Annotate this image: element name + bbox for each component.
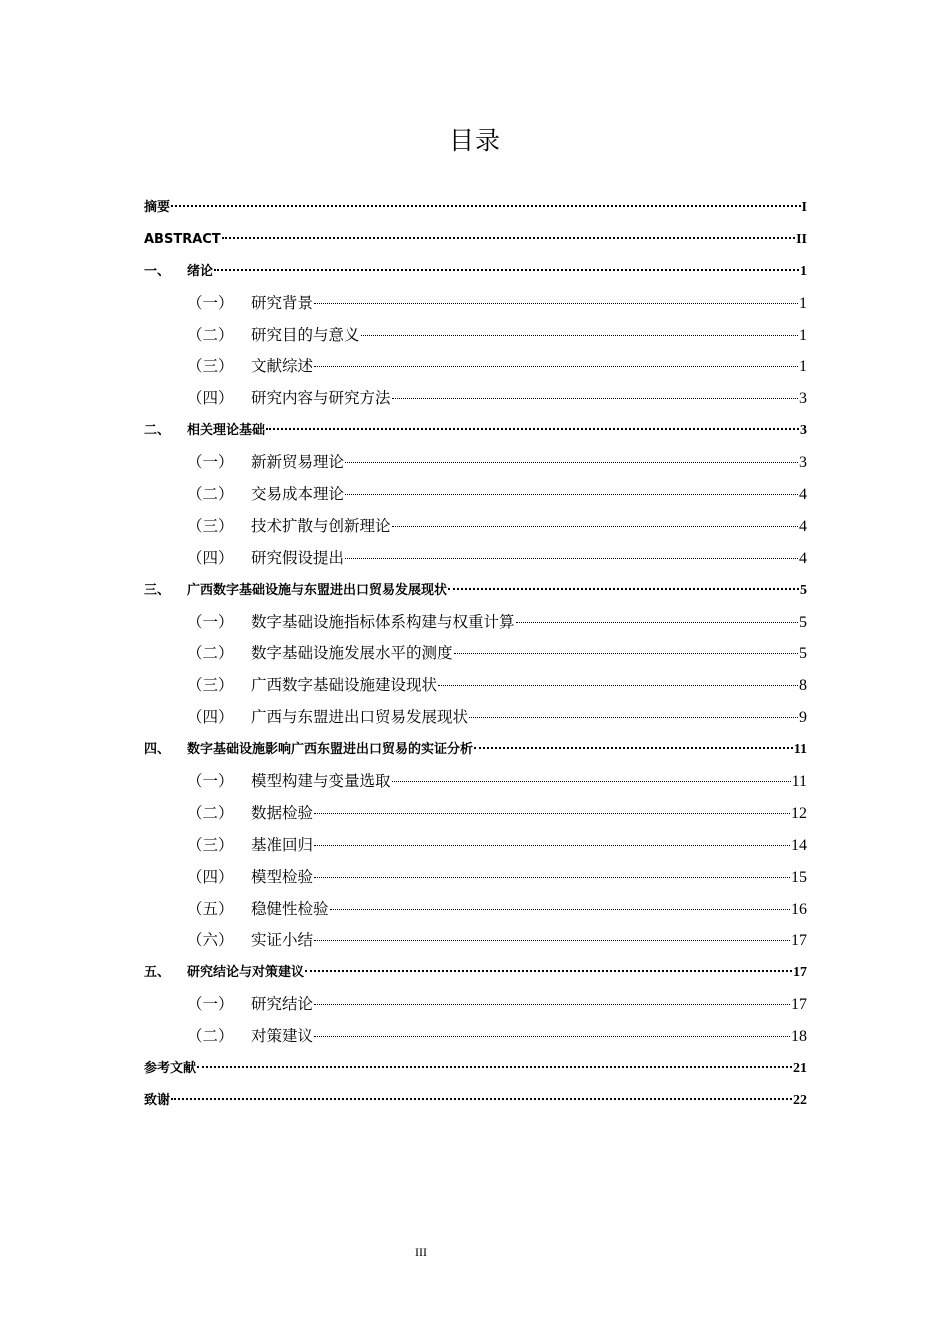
toc-entry-label: 对策建议 [251,1027,314,1046]
toc-entry-number: （四） [187,389,234,408]
toc-entry-section[interactable] [144,798,807,830]
toc-entry-label: 绪论 [187,263,214,279]
toc-dot-leader [516,622,798,623]
toc-entry-label: 数据检验 [251,803,314,822]
toc-entry-label: 实证小结 [251,931,314,950]
toc-entry-chapter[interactable] [144,1085,807,1117]
toc-entry-section[interactable] [144,862,807,894]
toc-entry-page: 1 [799,358,807,376]
toc-entry-label: 技术扩散与创新理论 [251,516,391,535]
toc-entry-number: （二） [187,485,234,504]
toc-entry-number: （一） [187,772,234,791]
toc-entry-page: I [801,200,807,215]
toc-dot-leader [448,588,799,590]
toc-dot-leader [345,462,798,463]
toc-entry-label: 广西数字基础设施与东盟进出口贸易发展现状 [187,582,448,598]
toc-entry-chapter[interactable] [144,224,807,256]
toc-entry-chapter[interactable] [144,957,807,989]
toc-entry-section[interactable] [144,894,807,926]
toc-entry-label: 基准回归 [251,835,314,854]
toc-entry-label: 文献综述 [251,357,314,376]
toc-entry-number: （五） [187,899,234,918]
toc-entry-number: （三） [187,357,234,376]
page-number: III [415,1245,427,1259]
toc-entry-number: （一） [187,453,234,472]
toc-entry-section[interactable] [144,925,807,957]
toc-entry-page: 14 [791,836,807,854]
page-title: 目录 [448,126,501,155]
toc-entry-label: 研究假设提出 [251,548,345,567]
toc-dot-leader [469,717,798,718]
toc-entry-label: 交易成本理论 [251,485,345,504]
toc-entry-number: 二、 [144,423,171,439]
toc-entry-number: （一） [187,293,234,312]
toc-entry-section[interactable] [144,320,807,352]
toc-entry-page: 5 [800,582,807,598]
table-of-contents [144,192,807,1117]
toc-dot-leader [266,428,799,430]
toc-entry-section[interactable] [144,543,807,575]
toc-dot-leader [345,558,798,559]
toc-entry-number: （六） [187,931,234,950]
toc-entry-label: 摘要 [144,200,171,215]
toc-entry-page: 3 [799,454,807,472]
toc-dot-leader [171,205,801,207]
toc-entry-section[interactable] [144,638,807,670]
toc-entry-section[interactable] [144,383,807,415]
toc-entry-page: 1 [799,326,807,344]
toc-dot-leader [214,269,799,271]
toc-entry-label: 模型检验 [251,867,314,886]
toc-entry-number: （二） [187,325,234,344]
toc-entry-page: 3 [799,390,807,408]
toc-entry-label: 研究背景 [251,293,314,312]
toc-entry-page: 3 [800,423,807,439]
toc-entry-section[interactable] [144,702,807,734]
toc-dot-leader [305,970,792,972]
toc-entry-number: （四） [187,548,234,567]
toc-entry-label: 研究结论 [251,995,314,1014]
toc-dot-leader [171,1098,792,1100]
toc-entry-section[interactable] [144,479,807,511]
toc-entry-number: （三） [187,676,234,695]
toc-entry-chapter[interactable] [144,575,807,607]
toc-entry-page: 17 [791,932,807,950]
toc-dot-leader [330,909,790,910]
toc-entry-page: 17 [793,965,807,981]
toc-entry-label: 研究结论与对策建议 [187,965,305,981]
toc-entry-section[interactable] [144,830,807,862]
toc-entry-page: 11 [793,742,807,758]
toc-dot-leader [454,653,798,654]
toc-dot-leader [392,526,798,527]
toc-dot-leader [314,813,790,814]
toc-entry-section[interactable] [144,766,807,798]
toc-entry-label: 新新贸易理论 [251,453,345,472]
toc-entry-label: 参考文献 [144,1061,197,1077]
toc-entry-label: ABSTRACT [144,231,221,247]
toc-entry-number: （二） [187,803,234,822]
toc-entry-number: 五、 [144,965,171,981]
toc-entry-page: II [796,231,807,247]
toc-entry-page: 4 [799,549,807,567]
toc-entry-number: 一、 [144,263,171,279]
toc-entry-number: （四） [187,867,234,886]
toc-entry-label: 稳健性检验 [251,899,329,918]
toc-entry-number: （三） [187,516,234,535]
toc-dot-leader [314,1004,790,1005]
toc-dot-leader [314,1036,790,1037]
toc-entry-chapter[interactable] [144,1053,807,1085]
toc-entry-label: 研究目的与意义 [251,325,360,344]
toc-entry-page: 15 [791,868,807,886]
toc-entry-chapter[interactable] [144,734,807,766]
toc-entry-section[interactable] [144,447,807,479]
toc-entry-page: 11 [791,773,807,791]
toc-dot-leader [474,747,793,749]
toc-dot-leader [314,940,790,941]
toc-dot-leader [197,1066,792,1068]
toc-entry-section[interactable] [144,288,807,320]
toc-dot-leader [314,366,798,367]
toc-entry-number: （一） [187,612,234,631]
toc-entry-section[interactable] [144,351,807,383]
toc-entry-number: （四） [187,708,234,727]
toc-dot-leader [314,303,798,304]
toc-entry-label: 相关理论基础 [187,423,266,439]
toc-entry-section[interactable] [144,1021,807,1053]
toc-entry-number: （一） [187,995,234,1014]
toc-entry-page: 4 [799,517,807,535]
toc-dot-leader [438,685,798,686]
toc-entry-number: 四、 [144,742,171,758]
toc-entry-page: 8 [799,677,807,695]
toc-entry-label: 模型构建与变量选取 [251,772,391,791]
toc-entry-chapter[interactable] [144,256,807,288]
toc-entry-page: 16 [791,900,807,918]
toc-entry-chapter[interactable] [144,415,807,447]
toc-entry-page: 9 [799,709,807,727]
toc-entry-page: 21 [793,1061,807,1077]
toc-entry-page: 5 [799,645,807,663]
toc-dot-leader [345,494,798,495]
toc-dot-leader [222,237,795,239]
toc-entry-page: 1 [800,263,807,279]
toc-entry-section[interactable] [144,989,807,1021]
toc-entry-page: 17 [791,996,807,1014]
toc-entry-section[interactable] [144,607,807,639]
toc-entry-page: 4 [799,486,807,504]
toc-entry-label: 数字基础设施影响广西东盟进出口贸易的实证分析 [187,742,474,758]
toc-entry-section[interactable] [144,511,807,543]
toc-entry-page: 1 [799,294,807,312]
toc-dot-leader [314,877,790,878]
toc-dot-leader [314,845,790,846]
toc-entry-label: 数字基础设施指标体系构建与权重计算 [251,612,515,631]
toc-entry-page: 12 [791,804,807,822]
toc-dot-leader [392,781,791,782]
toc-entry-label: 致谢 [144,1092,171,1108]
toc-entry-number: （二） [187,1027,234,1046]
toc-entry-label: 广西与东盟进出口贸易发展现状 [251,708,469,727]
toc-entry-page: 22 [793,1092,807,1108]
toc-entry-label: 研究内容与研究方法 [251,389,391,408]
toc-entry-label: 数字基础设施发展水平的测度 [251,644,453,663]
toc-entry-label: 广西数字基础设施建设现状 [251,676,438,695]
toc-dot-leader [361,335,798,336]
toc-entry-page: 18 [791,1028,807,1046]
toc-dot-leader [392,398,798,399]
toc-entry-section[interactable] [144,670,807,702]
toc-entry-chapter[interactable] [144,192,807,224]
toc-entry-number: 三、 [144,582,171,598]
toc-entry-number: （三） [187,835,234,854]
toc-entry-page: 5 [799,613,807,631]
toc-entry-number: （二） [187,644,234,663]
